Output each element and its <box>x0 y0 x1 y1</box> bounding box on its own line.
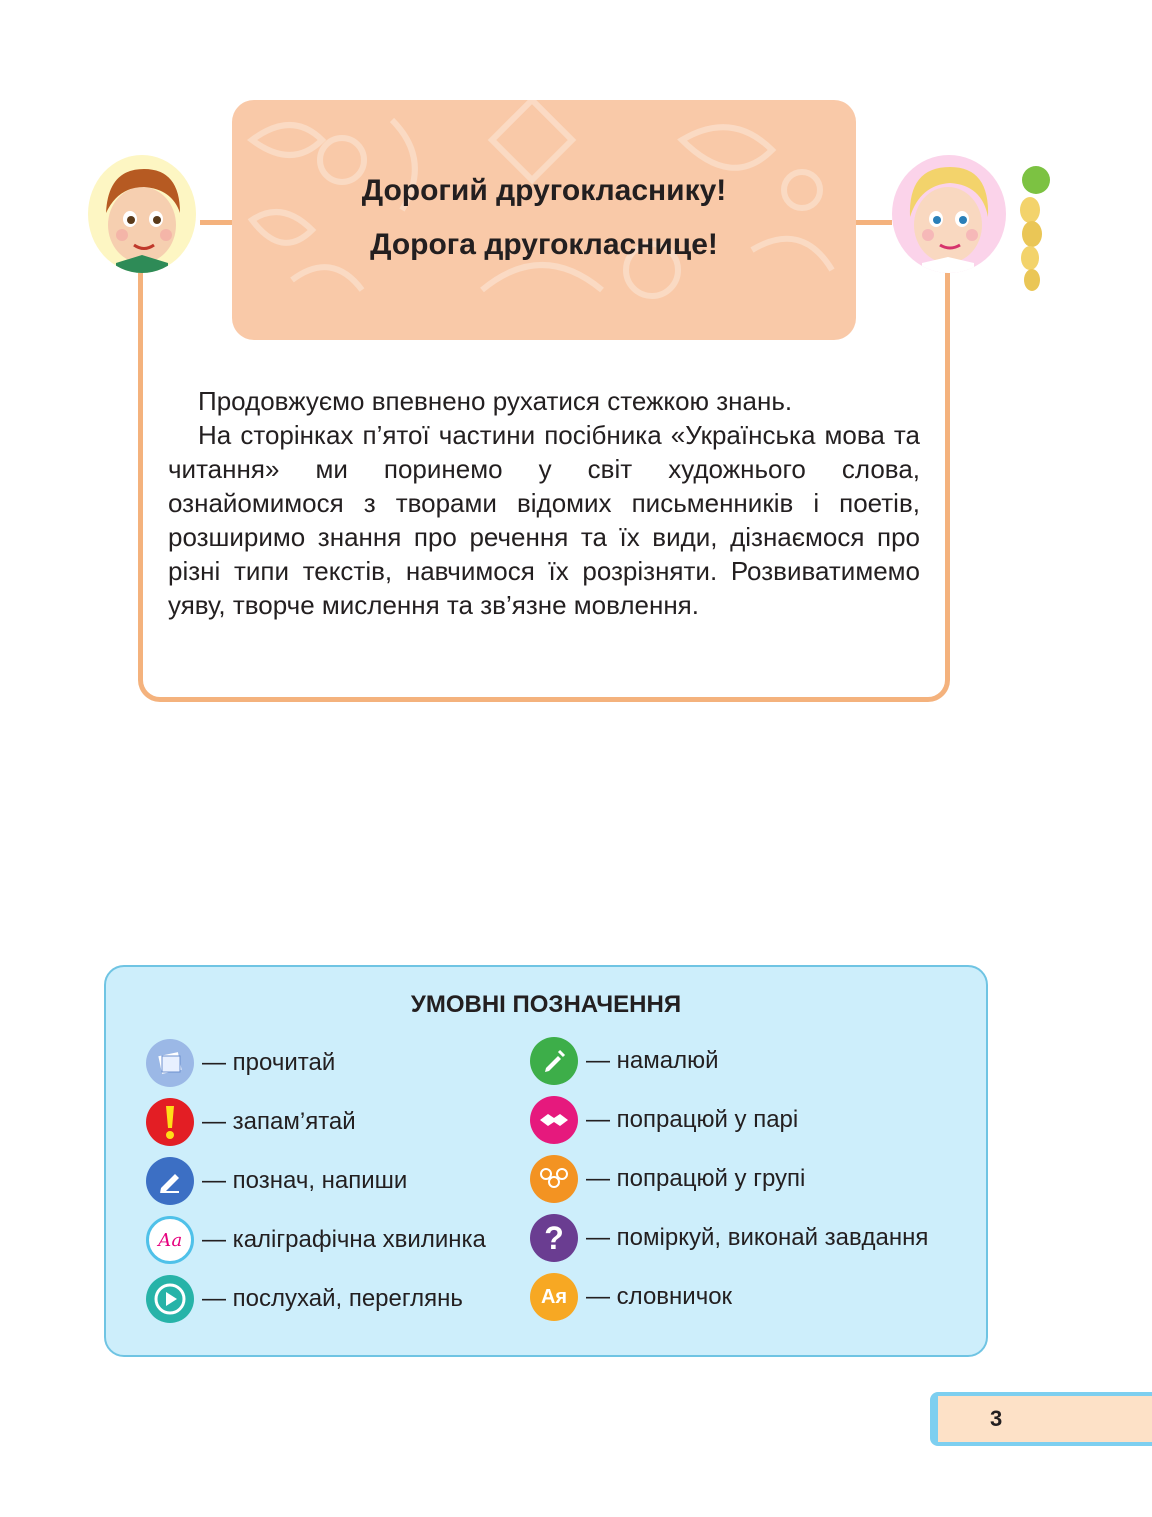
legend-item-draw <box>530 1035 719 1087</box>
play-icon <box>146 1275 194 1323</box>
intro-text <box>168 384 920 622</box>
legend-label: — прочитай <box>202 1049 336 1076</box>
pencil-icon <box>146 1157 194 1205</box>
page-number: 3 <box>990 1406 1003 1431</box>
greeting-title-box <box>232 100 856 340</box>
legend-item-listen <box>146 1273 463 1325</box>
floral-ornament-icon <box>232 100 856 340</box>
legend-item-think <box>530 1212 928 1264</box>
braid-decoration <box>1006 160 1052 300</box>
question-icon: ? <box>530 1214 578 1262</box>
group-icon <box>530 1155 578 1203</box>
handshake-icon <box>530 1096 578 1144</box>
legend-label: — послухай, переглянь <box>202 1285 463 1312</box>
legend-box <box>104 965 988 1357</box>
legend-label: — каліграфічна хвилинка <box>202 1226 486 1253</box>
legend-label: — познач, напиши <box>202 1167 408 1194</box>
intro-paragraph-1: Продовжуємо впевнено рухатися стежкою знань. <box>198 386 793 416</box>
legend-label: — намалюй <box>586 1047 719 1074</box>
page-number-tab <box>930 1392 1152 1446</box>
legend-label: — поміркуй, виконай завдання <box>586 1224 929 1251</box>
legend-item-group <box>530 1153 805 1205</box>
legend-item-calligraphy <box>146 1214 486 1266</box>
brush-icon <box>530 1037 578 1085</box>
legend-label: — запам’ятай <box>202 1108 356 1135</box>
legend-item-dictionary <box>530 1271 732 1323</box>
legend-item-read <box>146 1037 335 1089</box>
legend-item-write <box>146 1155 407 1207</box>
greeting-line-2: Дорога другокласнице! <box>370 228 718 261</box>
legend-label: — словничок <box>586 1283 733 1310</box>
legend-item-remember <box>146 1096 356 1148</box>
frame-connector-right <box>856 220 892 225</box>
exclamation-icon <box>146 1098 194 1146</box>
legend-label: — попрацюй у парі <box>586 1106 799 1133</box>
dictionary-icon: Ая <box>530 1273 578 1321</box>
frame-connector-left <box>200 220 236 225</box>
intro-paragraph-2: На сторінках п’ятої частини посібника «Українська мова та читання» ми поринемо у світ художнього слова, ознайомимося з творами відомих письменників і поетів, розширимо знання про речення та їх види, дізнаємося про різні типи текстів, навчимося їх розрізняти. Розвиватимемо уяву, творче мислення та зв’язне мовлення. <box>168 420 920 620</box>
calligraphy-icon: Аа <box>146 1216 194 1264</box>
girl-portrait <box>892 155 1006 273</box>
greeting-line-1: Дорогий другокласнику! <box>361 174 727 207</box>
book-icon <box>146 1039 194 1087</box>
legend-title: УМОВНІ ПОЗНАЧЕННЯ <box>410 991 682 1018</box>
legend-item-pair <box>530 1094 798 1146</box>
boy-portrait <box>88 155 196 273</box>
legend-label: — попрацюй у групі <box>586 1165 806 1192</box>
